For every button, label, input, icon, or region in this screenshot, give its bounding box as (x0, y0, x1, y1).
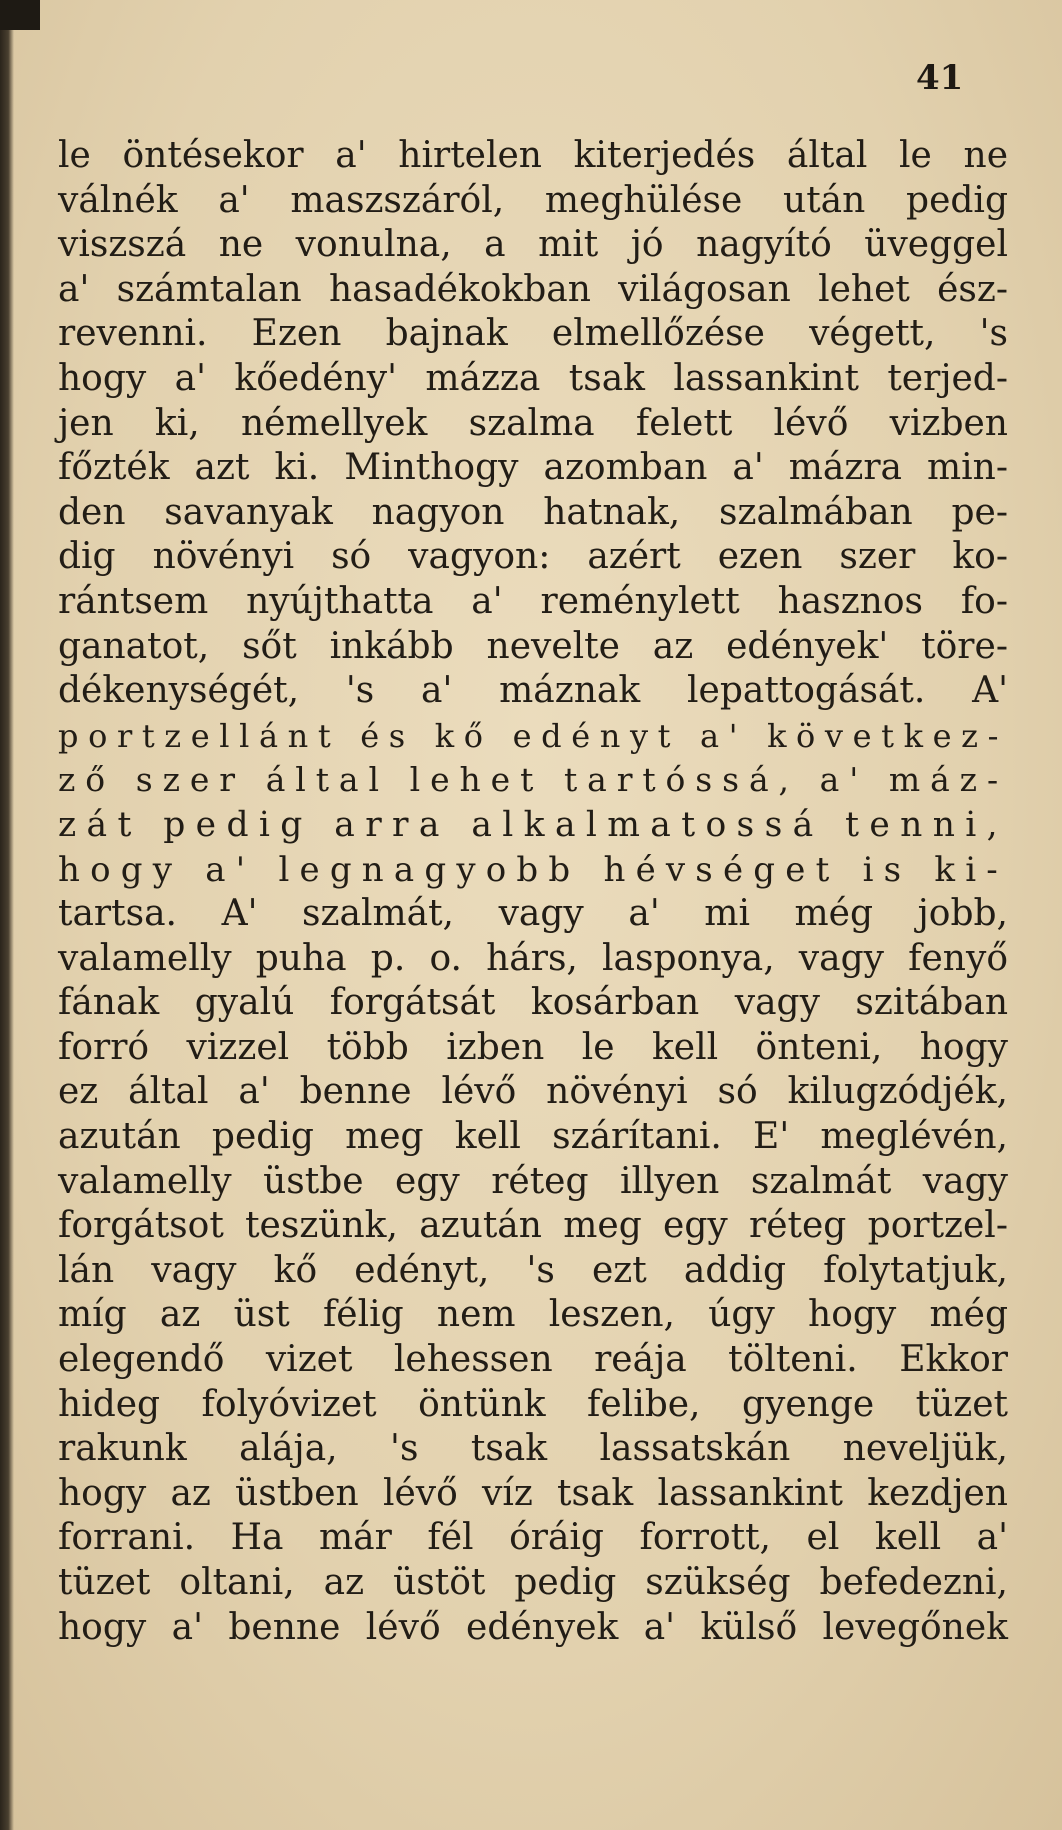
text-line: forgátsot teszünk, azután meg egy réteg portzel- (58, 1205, 1008, 1247)
text-line: lán vagy kő edényt, 's ezt addig folytatjuk, (58, 1249, 1008, 1291)
text-line: a' számtalan hasadékokban világosan lehet ész- (58, 268, 1008, 310)
text-line: hogy az üstben lévő víz tsak lassankint kezdjen (58, 1472, 1008, 1514)
text-line: fának gyalú forgátsát kosárban vagy szitában (58, 982, 1008, 1024)
text-line: forró vizzel több izben le kell önteni, hogy (58, 1026, 1008, 1068)
text-line: le öntésekor a' hirtelen kiterjedés által le ne (58, 135, 1008, 176)
text-line-spaced: hogy a' legnagyobb hévséget is ki- (58, 849, 1008, 890)
text-line: viszszá ne vonulna, a mit jó nagyító üveggel (58, 224, 1008, 266)
text-line: míg az üst félig nem leszen, úgy hogy még (58, 1294, 1008, 1336)
text-line: válnék a' maszszáról, meghülése után pedig (58, 179, 1008, 221)
body-text (58, 134, 1008, 1650)
text-line: revenni. Ezen bajnak elmellőzése végett, 's (58, 313, 1008, 355)
text-line: főzték azt ki. Minthogy azomban a' mázra min- (58, 447, 1008, 489)
text-line: rakunk alája, 's tsak lassatskán neveljük, (58, 1428, 1008, 1470)
text-line: ganatot, sőt inkább nevelte az edények' töre- (58, 625, 1008, 667)
text-line: tartsa. A' szalmát, vagy a' mi még jobb, (58, 893, 1008, 935)
text-line: valamelly üstbe egy réteg illyen szalmát vagy (58, 1160, 1008, 1202)
text-line-spaced: ző szer által lehet tartóssá, a' máz- (58, 760, 1008, 800)
text-line: dékenységét, 's a' máznak lepattogását. A' (58, 670, 1008, 712)
text-line: dig növényi só vagyon: azért ezen szer ko- (58, 536, 1008, 578)
page-number: 41 (916, 58, 964, 98)
text-line: tüzet oltani, az üstöt pedig szükség befedezni, (58, 1562, 1008, 1603)
text-line: elegendő vizet lehessen reája tölteni. Ekkor (58, 1339, 1008, 1381)
text-line: forrani. Ha már fél óráig forrott, el kell a' (58, 1517, 1008, 1559)
page-corner-shadow (0, 0, 40, 30)
text-line: azután pedig meg kell szárítani. E' meglévén, (58, 1116, 1008, 1158)
text-line: valamelly puha p. o. hárs, lasponya, vagy fenyő (58, 937, 1008, 979)
text-line: rántsem nyújthatta a' reménylett hasznos fo- (58, 580, 1008, 622)
page-binding-shadow (0, 0, 14, 1830)
text-line: hogy a' benne lévő edények a' külső levegőnek (58, 1606, 1008, 1648)
text-line: jen ki, némellyek szalma felett lévő vizben (58, 402, 1008, 444)
text-line: hideg folyóvizet öntünk felibe, gyenge tüzet (58, 1383, 1008, 1425)
text-line: den savanyak nagyon hatnak, szalmában pe- (58, 491, 1008, 533)
text-line: ez által a' benne lévő növényi só kilugzódjék, (58, 1071, 1008, 1113)
text-line-spaced: zát pedig arra alkalmatossá tenni, (58, 804, 1008, 845)
text-line: hogy a' kőedény' mázza tsak lassankint terjed- (58, 357, 1008, 399)
text-line-spaced: portzellánt és kő edényt a' következ- (58, 716, 1008, 755)
